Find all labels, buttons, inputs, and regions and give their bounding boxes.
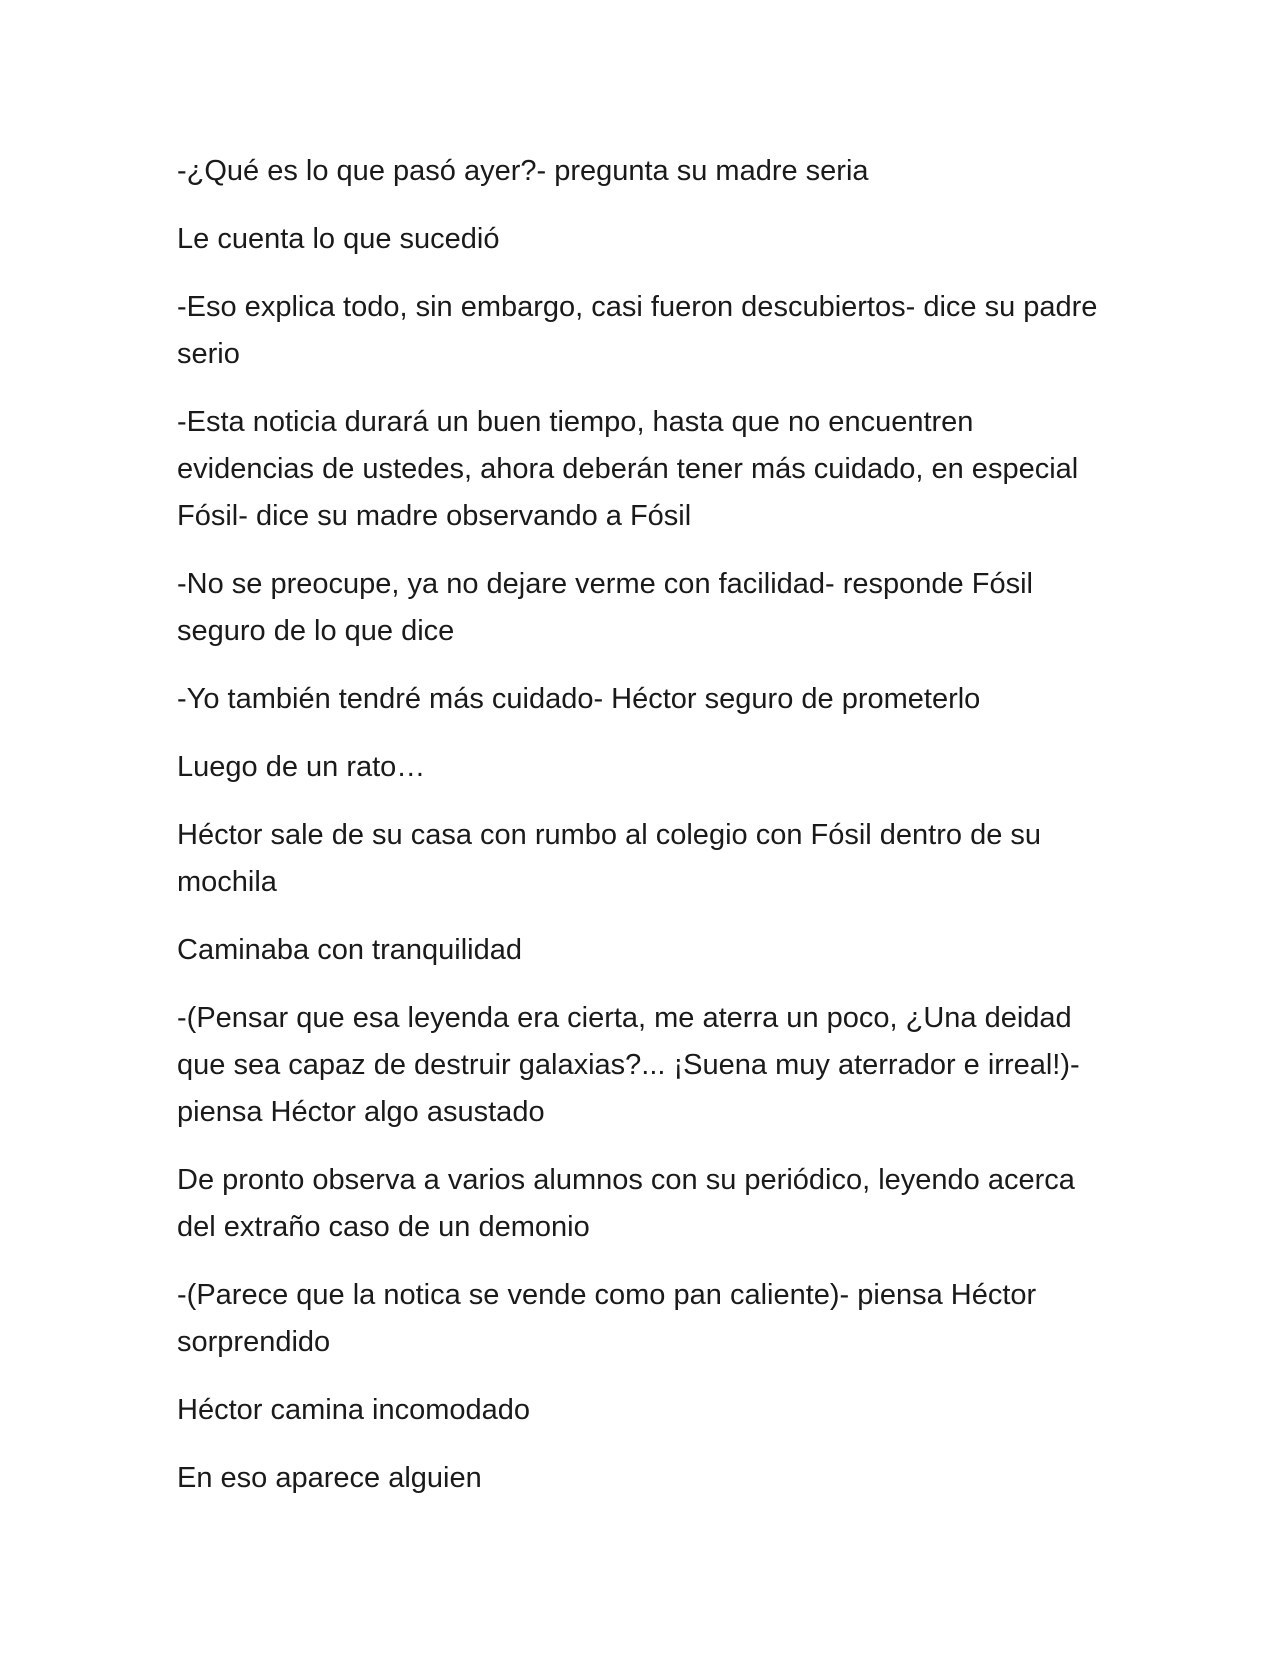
paragraph: Caminaba con tranquilidad [177, 934, 522, 966]
paragraph: -Eso explica todo, sin embargo, casi fueron descubiertos- dice su padre serio [177, 291, 1098, 370]
paragraph: -(Pensar que esa leyenda era cierta, me aterra un poco, ¿Una deidad que sea capaz de destruir galaxias?... ¡Suena muy aterrador e irreal!)- piensa Héctor algo asustado [177, 1002, 1080, 1128]
paragraph: Le cuenta lo que sucedió [177, 223, 500, 255]
paragraph: -No se preocupe, ya no dejare verme con facilidad- responde Fósil seguro de lo que dice [177, 568, 1033, 647]
paragraph: De pronto observa a varios alumnos con su periódico, leyendo acerca del extraño caso de un demonio [177, 1164, 1075, 1243]
paragraph: -Yo también tendré más cuidado- Héctor seguro de prometerlo [177, 683, 981, 715]
paragraph: Héctor camina incomodado [177, 1394, 531, 1426]
paragraph: -Esta noticia durará un buen tiempo, hasta que no encuentren evidencias de ustedes, ahora deberán tener más cuidado, en especial Fósil- dice su madre observando a Fósil [177, 406, 1079, 532]
paragraph: -(Parece que la notica se vende como pan caliente)- piensa Héctor sorprendido [177, 1279, 1037, 1358]
paragraph: Luego de un rato… [177, 751, 426, 783]
document-body [177, 148, 1107, 1523]
paragraph: En eso aparece alguien [177, 1462, 482, 1494]
paragraph: -¿Qué es lo que pasó ayer?- pregunta su madre seria [177, 155, 869, 187]
paragraph: Héctor sale de su casa con rumbo al colegio con Fósil dentro de su mochila [177, 819, 1042, 898]
